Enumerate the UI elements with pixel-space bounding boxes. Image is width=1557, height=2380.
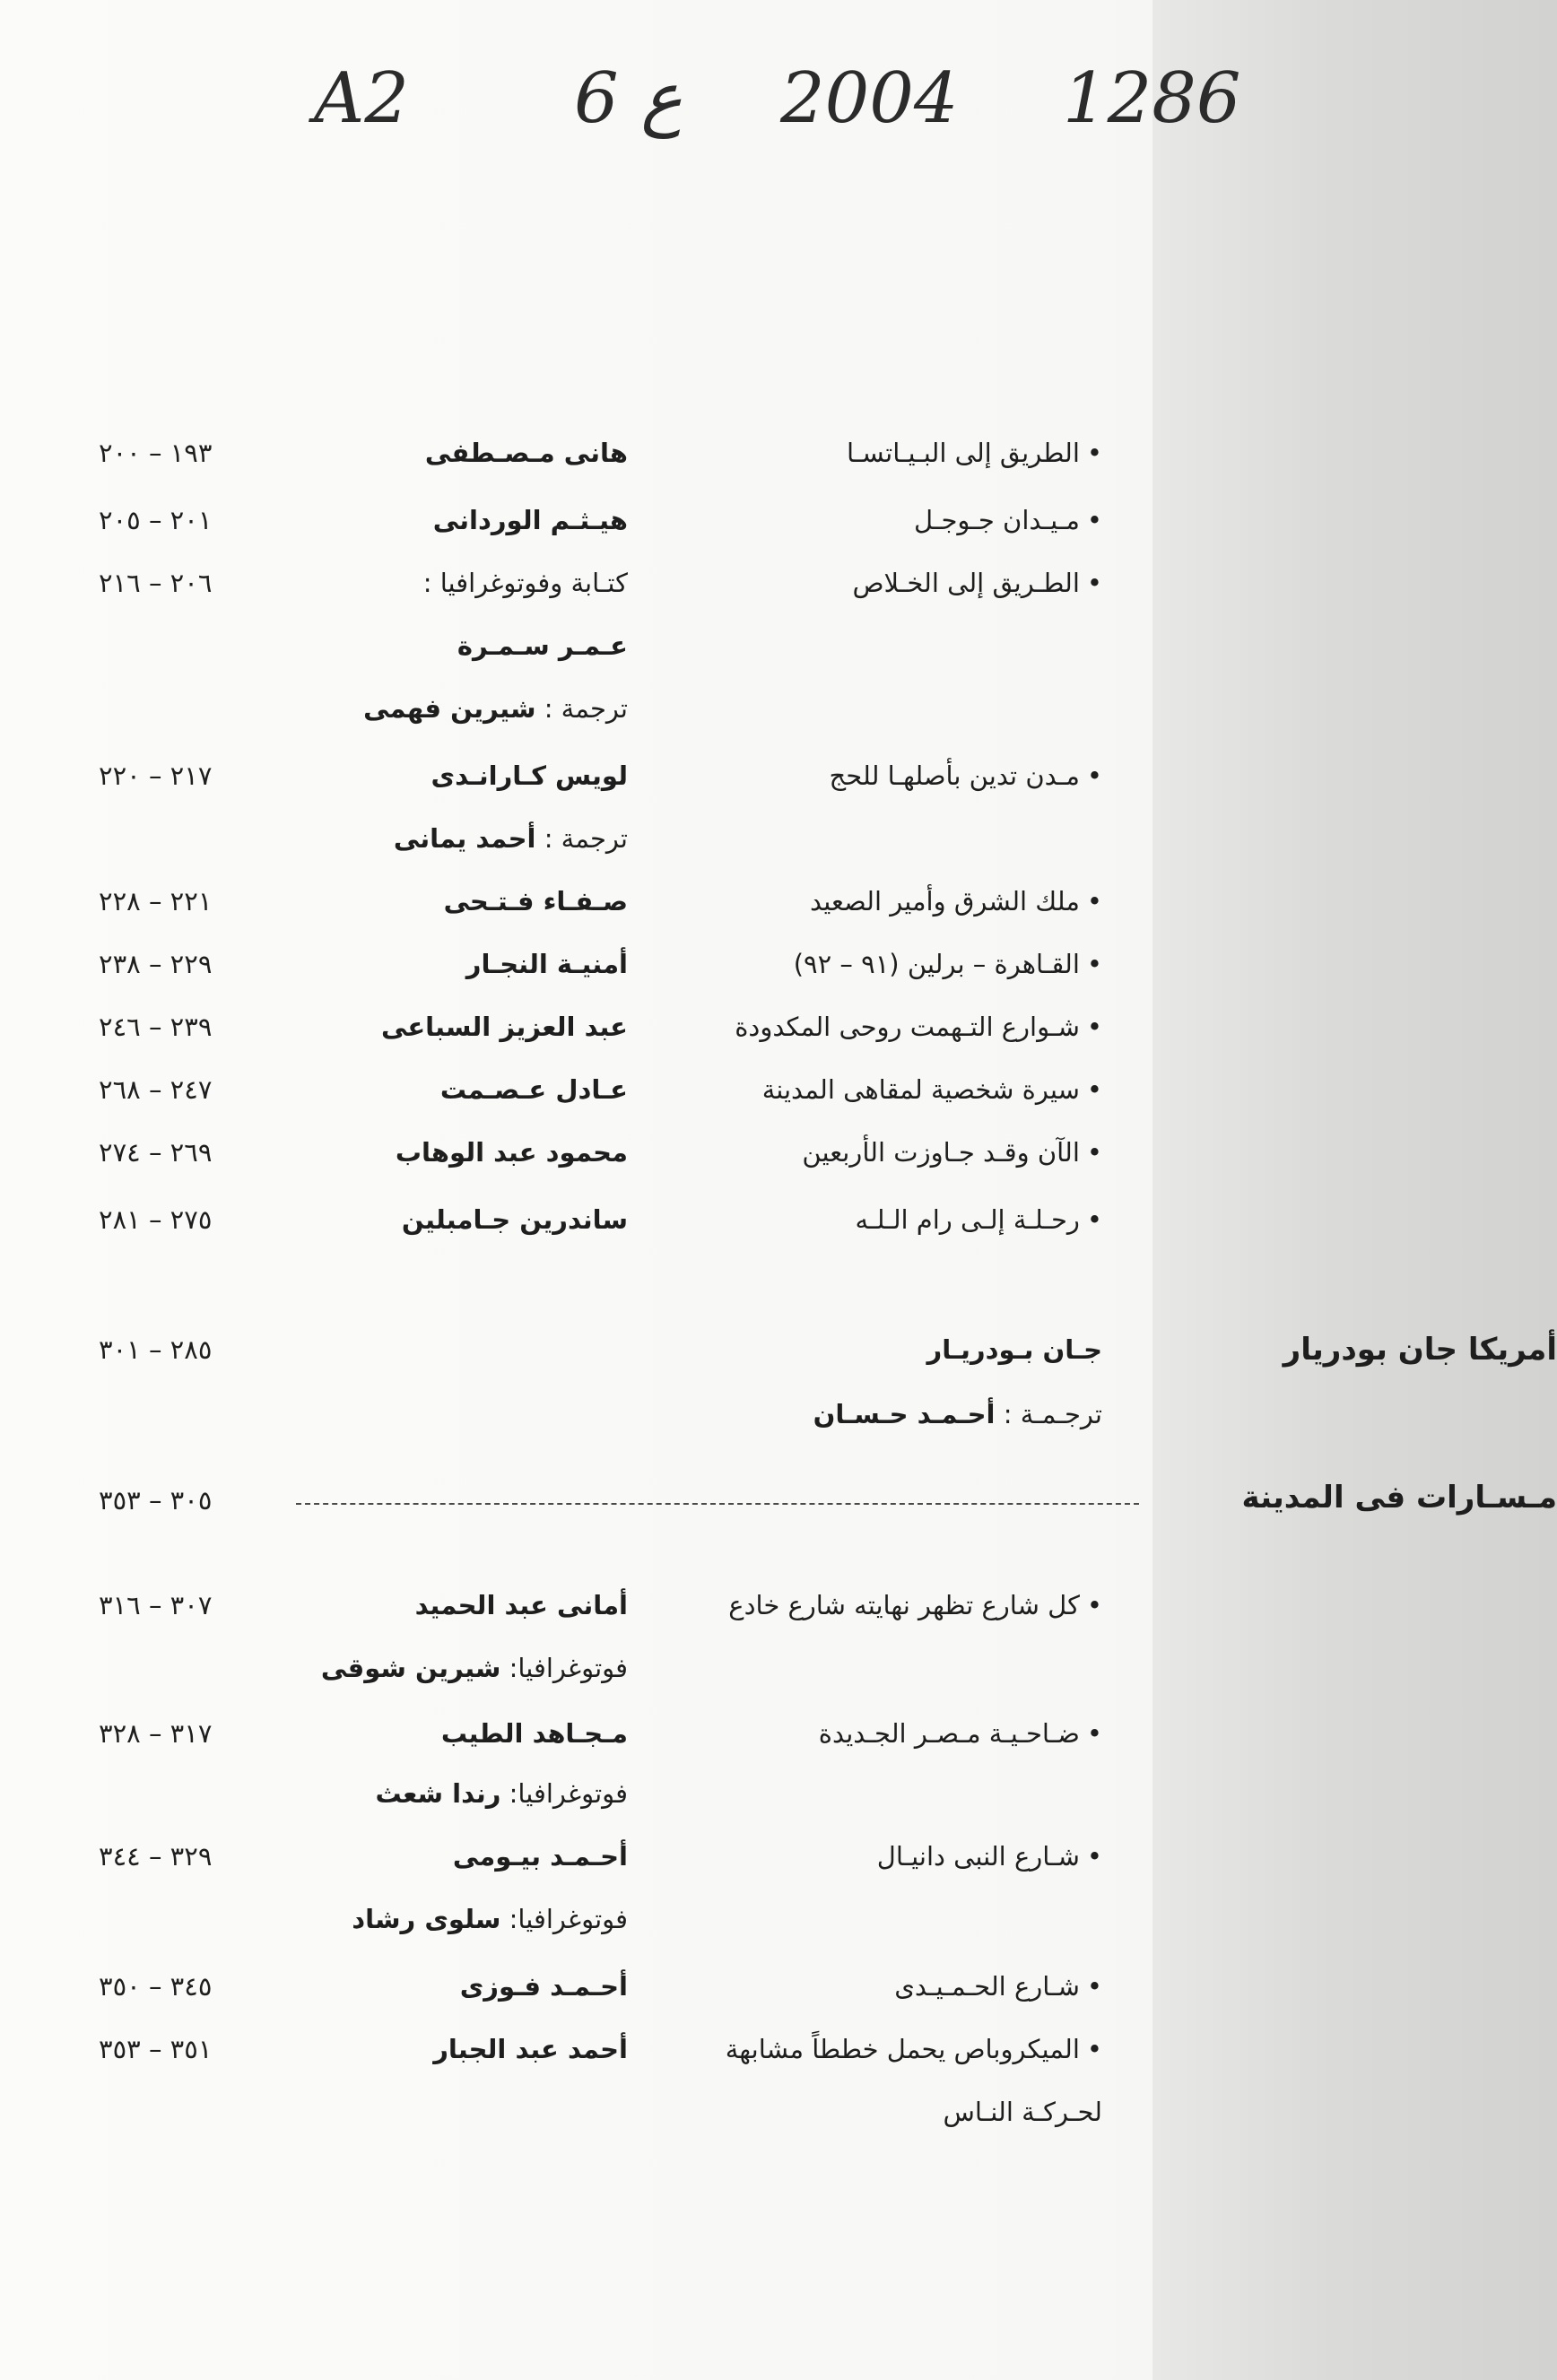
toc-entry-pages: ٢٠١ – ٢٠٥ — [99, 505, 213, 535]
bullet: • — [1086, 886, 1102, 916]
toc-entry-pages: ٢٧٥ – ٢٨١ — [99, 1204, 213, 1235]
toc-entry-pages: ٣١٧ – ٣٢٨ — [99, 1718, 213, 1749]
toc-entry-title: •شـارع النبى دانيـال — [876, 1841, 1102, 1872]
section-author: جـان بـودريـار — [926, 1334, 1102, 1365]
toc-entry-title: •الآن وقـد جـاوزت الأربعين — [802, 1137, 1102, 1168]
toc-entry-pages: ٢٠٦ – ٢١٦ — [99, 568, 213, 598]
toc-entry-title: •شـوارع التـهمت روحى المكدودة — [735, 1012, 1102, 1042]
toc-entry-translator: ترجمة : أحمد يمانى — [393, 823, 628, 854]
toc-entry-author: محمود عبد الوهاب — [395, 1137, 628, 1168]
section-pages: ٣٠٥ – ٣٥٣ — [99, 1485, 213, 1516]
toc-entry-author: هانى مـصـطفى — [424, 438, 628, 468]
toc-entry-photo-credit: فوتوغرافيا: شيرين شوقى — [320, 1653, 628, 1683]
section-translator: ترجـمـة : أحـمـد حـسـان — [813, 1399, 1102, 1429]
toc-entry-title-continuation: لحـركـة النـاس — [943, 2097, 1102, 2127]
toc-entry-author: أحـمـد بيـومى — [452, 1841, 628, 1872]
toc-entry-author: أحـمـد فـوزى — [459, 1971, 628, 2002]
toc-entry-author: أمنيـة النجـار — [465, 949, 628, 979]
toc-entry-translator: ترجمة : شيرين فهمى — [363, 693, 628, 724]
toc-entry-photo-credit: فوتوغرافيا: رندا شعث — [375, 1778, 628, 1809]
toc-entry-title: •الطريق إلى البـيـاتسـا — [846, 438, 1102, 468]
bullet: • — [1086, 760, 1102, 791]
bullet: • — [1086, 1971, 1102, 2002]
toc-entry-title: •الميكروباص يحمل خططاً مشابهة — [725, 2034, 1102, 2064]
toc-entry-title: •الطـريق إلى الخـلاص — [852, 568, 1102, 598]
toc-entry-title: •رحـلـة إلـى رام الـلـه — [855, 1204, 1102, 1235]
toc-entry-author: صـفـاء فـتـحى — [443, 886, 628, 916]
dotted-leader-line — [296, 1503, 1139, 1505]
toc-entry-title: •شـارع الحـمـيـدى — [894, 1971, 1102, 2002]
toc-entry-author: ساندرين جـامبلين — [401, 1204, 628, 1235]
section-heading-america: أمريكا جان بودريار — [1283, 1332, 1557, 1368]
toc-entry-pages: ٢٢١ – ٢٢٨ — [99, 886, 213, 916]
toc-entry-pages: ١٩٣ – ٢٠٠ — [99, 438, 213, 468]
bullet: • — [1086, 1137, 1102, 1168]
toc-entry-author: عبد العزيز السباعى — [381, 1012, 628, 1042]
toc-entry-author: لويس كـارانـدى — [431, 760, 628, 791]
toc-entry-pages: ٢٤٧ – ٢٦٨ — [99, 1074, 213, 1105]
toc-entry-title: •سيرة شخصية لمقاهى المدينة — [761, 1074, 1102, 1105]
toc-entry-title: •ضـاحـيـة مـصـر الجـديدة — [818, 1718, 1102, 1749]
bullet: • — [1086, 1718, 1102, 1749]
bullet: • — [1086, 1012, 1102, 1042]
toc-entry-title: •القـاهرة – برلين (٩١ – ٩٢) — [793, 949, 1102, 979]
bullet: • — [1086, 1841, 1102, 1872]
toc-entry-pages: ٣٤٥ – ٣٥٠ — [99, 1971, 213, 2002]
section-pages: ٢٨٥ – ٣٠١ — [99, 1334, 213, 1365]
toc-entry-title: •مـيـدان جـوجـل — [914, 505, 1102, 535]
bullet: • — [1086, 1074, 1102, 1105]
toc-entry-pages: ٣٥١ – ٣٥٣ — [99, 2034, 213, 2064]
toc-entry-credit: كتـابة وفوتوغرافيا : — [422, 568, 628, 598]
toc-entry-author: هيـثـم الوردانى — [432, 505, 628, 535]
toc-entry-pages: ٢٣٩ – ٢٤٦ — [99, 1012, 213, 1042]
bullet: • — [1086, 568, 1102, 598]
toc-entry-pages: ٢١٧ – ٢٢٠ — [99, 760, 213, 791]
section-heading-masarat: مـسـارات فى المدينة — [1241, 1480, 1557, 1516]
binding-shadow-strip — [1153, 0, 1557, 2380]
bullet: • — [1086, 505, 1102, 535]
toc-entry-author: عـمـر سـمـرة — [457, 630, 628, 661]
toc-entry-author: عـادل عـصـمت — [439, 1074, 628, 1105]
bullet: • — [1086, 2034, 1102, 2064]
bullet: • — [1086, 1204, 1102, 1235]
toc-entry-title: •ملك الشرق وأمير الصعيد — [810, 886, 1102, 916]
handwritten-year: 2004 — [780, 58, 959, 139]
toc-entry-title: •مـدن تدين بأصلهـا للحج — [829, 760, 1102, 791]
toc-entry-pages: ٣٠٧ – ٣١٦ — [99, 1590, 213, 1620]
toc-entry-author: أمانى عبد الحميد — [414, 1590, 628, 1620]
toc-entry-photo-credit: فوتوغرافيا: سلوى رشاد — [352, 1904, 628, 1934]
handwritten-mark: 6 ع — [574, 58, 683, 139]
bullet: • — [1086, 1590, 1102, 1620]
handwritten-number: 1286 — [1063, 58, 1241, 139]
toc-entry-author: أحمد عبد الجبار — [433, 2034, 628, 2064]
toc-entry-title: •كل شارع تظهر نهايته شارع خادع — [728, 1590, 1102, 1620]
toc-entry-pages: ٢٦٩ – ٢٧٤ — [99, 1137, 213, 1168]
toc-entry-author: مـجـاهد الطيب — [440, 1718, 628, 1749]
handwritten-code: A2 — [314, 58, 409, 139]
toc-entry-pages: ٢٢٩ – ٢٣٨ — [99, 949, 213, 979]
bullet: • — [1086, 949, 1102, 979]
bullet: • — [1086, 438, 1102, 468]
toc-entry-pages: ٣٢٩ – ٣٤٤ — [99, 1841, 213, 1872]
